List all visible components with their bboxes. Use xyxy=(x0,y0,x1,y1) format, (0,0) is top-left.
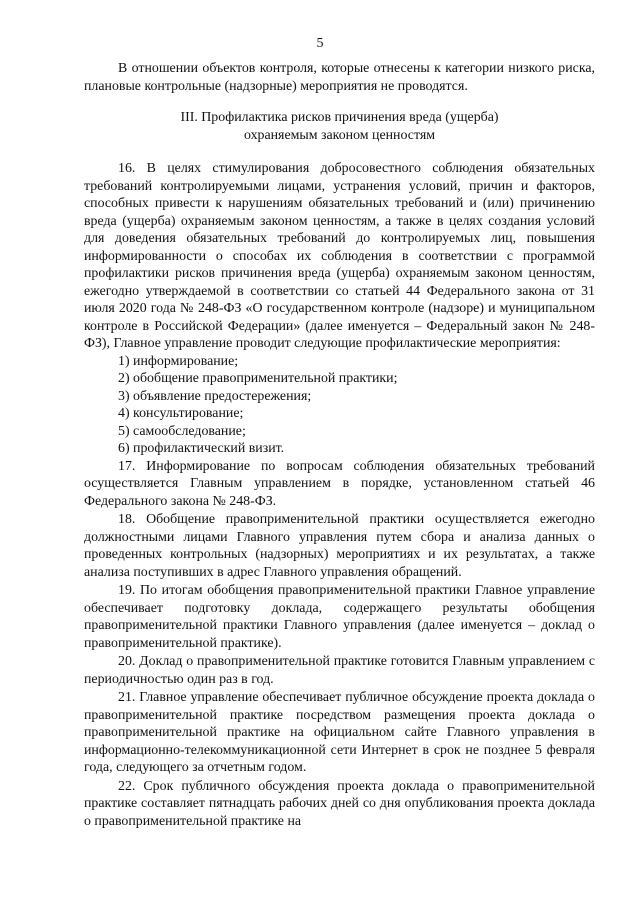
page-number: 5 xyxy=(316,36,324,51)
section-title-line-2: охраняемым законом ценностям xyxy=(243,127,436,143)
list-item: 4) консультирование; xyxy=(118,406,244,421)
paragraph-16: 16. В целях стимулирования добросовестного соблюдения обязательных требований контролируемыми лицами, устранения условий, причин и факторов, способных привести к нарушениям обязательных требований и (или) причинению вреда (ущерба) охраняемым законом ценностям, а также в целях создания условий для доведения обязательных требований до контролируемых лиц, повышения информированности о способах их соблюдения в соответствии с программой профилактики рисков причинения вреда (ущерба) охраняемым законом ценностям, ежегодно утверждаемой в соответствии со статьей 44 Федерального закона от 31 июля 2020 года № 248-ФЗ «О государственном контроле (надзоре) и муниципальном контроле в Российской Федерации» (далее именуется – Федеральный закон № 248-ФЗ), Главное управление проводит следующие профилактические мероприятия: xyxy=(84,161,595,351)
paragraph-19: 19. По итогам обобщения правоприменительной практики Главное управление обеспечивает подготовку доклада, содержащего результаты обобщения правоприменительной практики Главного управления (далее именуется – доклад о правоприменительной практике). xyxy=(84,583,595,651)
paragraph-17: 17. Информирование по вопросам соблюдения обязательных требований осуществляется Главным управлением в порядке, установленном статьей 46 Федерального закона № 248-ФЗ. xyxy=(84,458,595,509)
paragraph-22: 22. Срок публичного обсуждения проекта доклада о правоприменительной практике составляет пятнадцать рабочих дней со дня опубликования проекта доклада о правоприменительной практике на xyxy=(84,778,595,829)
list-item: 3) объявление предостережения; xyxy=(118,388,312,404)
list-item: 6) профилактический визит. xyxy=(118,441,285,456)
paragraph-18: 18. Обобщение правоприменительной практики осуществляется ежегодно должностными лицами Главного управления путем сбора и анализа данных о проведенных контрольных (надзорных) мероприятиях и их результатах, а также анализа поступивших в адрес Главного управления обращений. xyxy=(84,512,595,580)
section-title xyxy=(84,109,595,144)
list-item: 2) обобщение правоприменительной практики; xyxy=(118,371,398,386)
section-title-line-1: III. Профилактика рисков причинения вреда (ущерба) xyxy=(180,110,499,125)
measures-list xyxy=(84,353,595,458)
list-item: 5) самообследование; xyxy=(118,423,246,439)
list-item: 1) информирование; xyxy=(118,353,239,369)
paragraph-low-risk: В отношении объектов контроля, которые отнесены к категории низкого риска, плановые контрольные (надзорные) мероприятия не проводятся. xyxy=(84,61,595,94)
paragraph-21: 21. Главное управление обеспечивает публичное обсуждение проекта доклада о правоприменительной практике посредством размещения проекта доклада о правоприменительной практике на официальном сайте Главного управления в информационно-телекоммуникационной сети Интернет в срок не позднее 5 февраля года, следующего за отчетным годом. xyxy=(84,690,595,775)
paragraph-20: 20. Доклад о правоприменительной практике готовится Главным управлением с периодичностью один раз в год. xyxy=(84,654,595,687)
document-body xyxy=(84,60,595,830)
